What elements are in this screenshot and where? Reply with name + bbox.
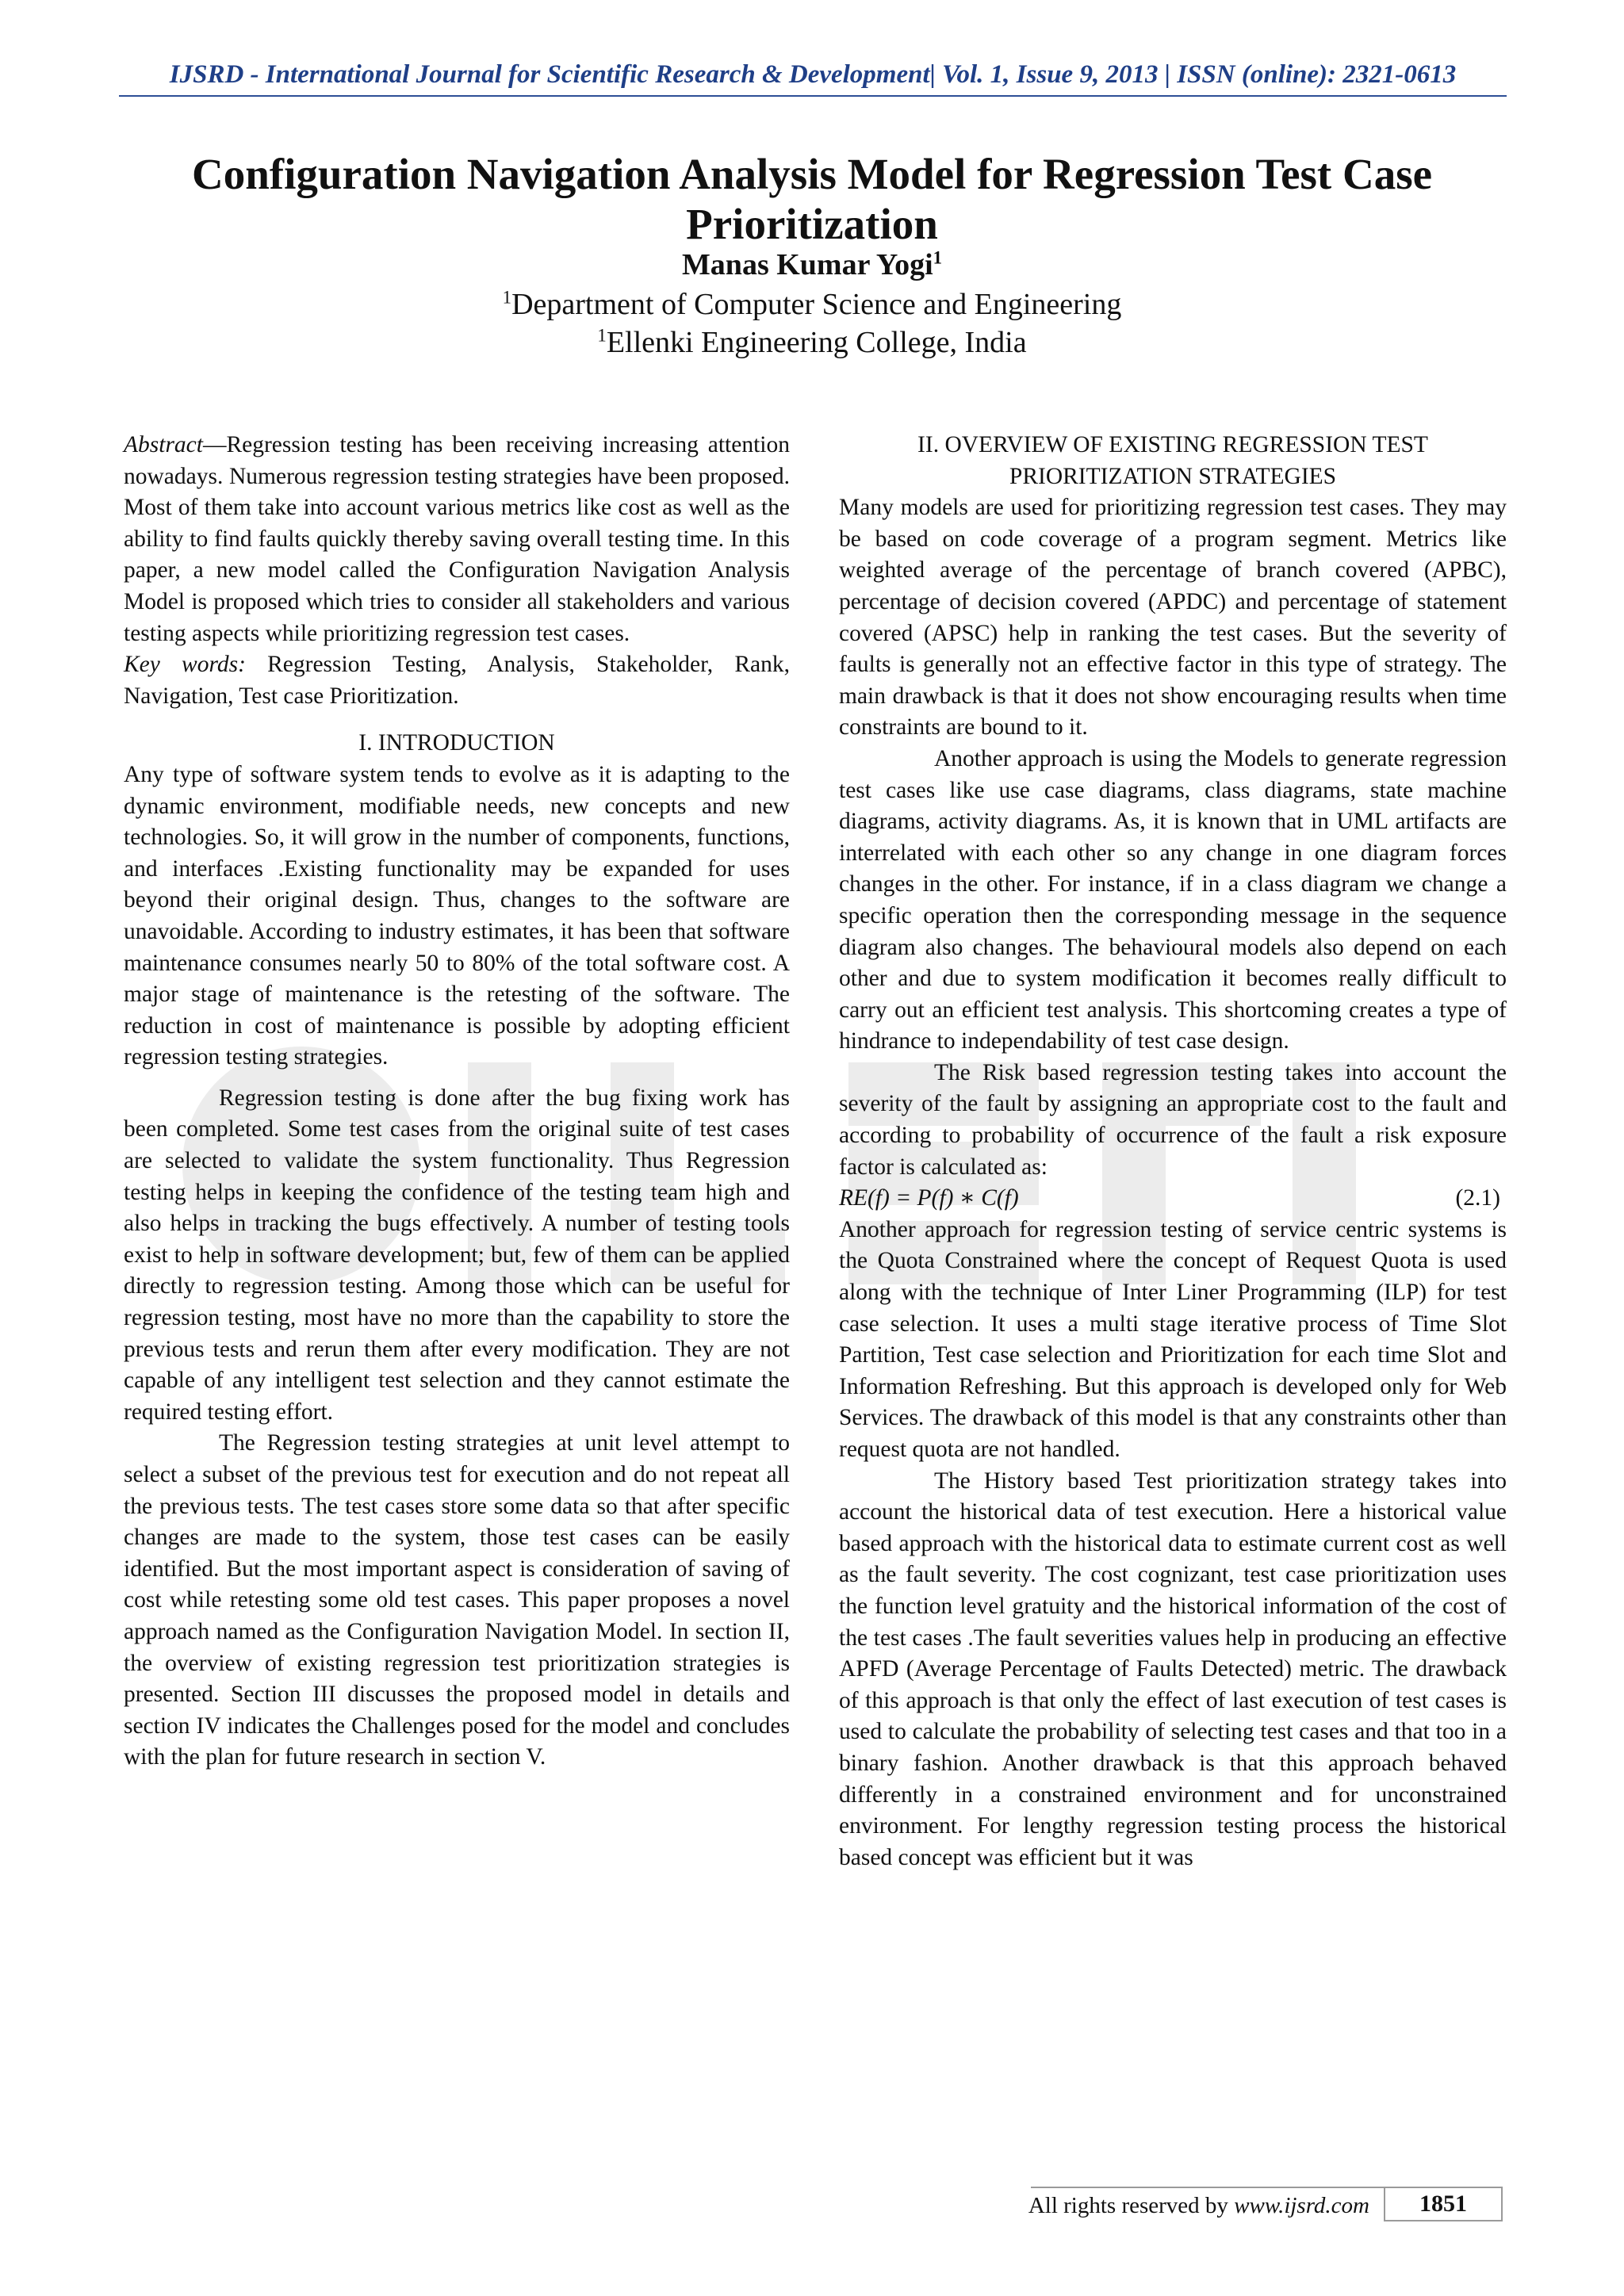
overview-paragraph-3: The Risk based regression testing takes into account the severity of the fault by assigning an appropriate cost to the fault and according to probability of occurrence of the fault a risk exposure factor is calculated as:	[839, 1059, 1507, 1180]
equation-2-1	[839, 1183, 1507, 1215]
page-number: 1851	[1384, 2187, 1503, 2221]
author-superscript: 1	[933, 247, 943, 268]
intro-paragraph-3: The Regression testing strategies at unit level attempt to select a subset of the previous test for execution and do not repeat all the previous tests. The test cases store some data so that after specific changes are made to the system, those test cases can be easily identified. But the most important aspect is consideration of saving of cost while retesting some old test cases. This paper proposes a novel approach named as the Configuration Navigation Model. In section II, the overview of existing regression test prioritization strategies is presented. Section III discusses the proposed model in details and section IV indicates the Challenges posed for the model and concludes with the plan for future research in section V.	[124, 1430, 790, 1770]
author-name-text: Manas Kumar Yogi	[681, 248, 933, 281]
keywords	[124, 649, 790, 712]
spacer	[124, 712, 790, 728]
author-name	[95, 247, 1529, 282]
affiliation-college	[95, 325, 1529, 360]
paper-title: Configuration Navigation Analysis Model for Regression Test Case Prioritization	[191, 150, 1433, 248]
affiliation-superscript: 1	[597, 325, 607, 346]
affiliation-department-text: Department of Computer Science and Engineering	[511, 288, 1122, 321]
overview-paragraph-2: Another approach is using the Models to generate regression test cases like use case diagrams, class diagrams, state machine diagrams, activity diagrams. As, it is known that in UML artifacts are interrelated with each other so any change in one diagram forces changes in the other. For instance, if in a class diagram we change a specific operation then the corresponding message in the sequence diagram also changes. The behavioural models also depend on each other and due to system modification it becomes really difficult to carry out an efficient test analysis. This shortcoming creates a type of hindrance to independability of test case design.	[839, 745, 1507, 1054]
section-heading-overview-line-2: PRIORITIZATION STRATEGIES	[1009, 463, 1337, 489]
keywords-label: Key words:	[124, 652, 246, 678]
journal-header: IJSRD - International Journal for Scientific Research & Development| Vol. 1, Issue 9, 2013 | ISSN (online): 2321-0613	[169, 60, 1457, 89]
intro-paragraph-1: Any type of software system tends to evolve as it is adapting to the dynamic environment, modifiable needs, new concepts and new technologies. So, it will grow in the number of components, functions, and interfaces .Existing functionality may be expanded for uses beyond their original design. Thus, changes to the software are unavoidable. According to industry estimates, it has been that software maintenance consumes nearly 50 to 80% of the total software cost. A major stage of maintenance is the retesting of the software. The reduction in cost of maintenance is possible by adopting efficient regression testing strategies.	[124, 761, 790, 1070]
footer-rights-text: All rights reserved by	[1028, 2193, 1235, 2218]
overview-paragraph-1: Many models are used for prioritizing regression test cases. They may be based on code coverage of a program segment. Metrics like weighted average of the percentage of branch covered (APBC), percentage of decision covered (APDC) and percentage of statement covered (APSC) help in ranking the test cases. But the severity of faults is generally not an effective factor in this type of strategy. The main drawback is that it does not show encouraging results when time constraints are bound to it.	[839, 495, 1507, 740]
affiliation-department	[95, 287, 1529, 322]
affiliation-superscript: 1	[502, 287, 512, 308]
overview-paragraph-5: The History based Test prioritization strategy takes into account the historical data of test execution. Here a historical value based approach with the historical data to estimate current cost as well as the fault severity. The cost cognizant, test case prioritization uses the function level gratuity and the historical information of the cost of the test cases .The fault severities values help in producing an effective APFD (Average Percentage of Faults Detected) metric. The drawback of this approach is that only the effect of last execution of test cases is used to calculate the probability of selecting test cases and that too in a binary fashion. Another drawback is that this approach behaved differently in a constrained environment and for unconstrained environment. For lengthy regression testing process the historical based concept was efficient but it was	[839, 1468, 1507, 1870]
section-heading-overview-line-1: II. OVERVIEW OF EXISTING REGRESSION TEST	[917, 432, 1428, 457]
right-column	[839, 430, 1507, 1873]
equation-formula: RE(f) = P(f) ∗ C(f)	[839, 1185, 1019, 1211]
left-column	[124, 430, 790, 1774]
page-footer	[1028, 2187, 1503, 2221]
footer-website-link[interactable]: www.ijsrd.com	[1234, 2193, 1369, 2218]
spacer	[124, 1073, 790, 1083]
abstract	[124, 430, 790, 649]
section-heading-introduction: I. INTRODUCTION	[358, 730, 555, 756]
intro-paragraph-2: Regression testing is done after the bug fixing work has been completed. Some test cases from the original suite of test cases are selected to validate the system functionality. Thus Regression testing helps in keeping the confidence of the testing team high and also helps in tracking the bugs effectively. A number of testing tools exist to help in software development; but, few of them can be applied directly to regression testing. Among those which can be useful for regression testing, most have no more than the capability to store the previous tests and rerun them after every modification. They are not capable of any intelligent test selection and they cannot estimate the required testing effort.	[124, 1085, 790, 1425]
equation-number: (2.1)	[1455, 1185, 1500, 1211]
overview-paragraph-4: Another approach for regression testing of service centric systems is the Quota Constrained where the concept of Request Quota is used along with the technique of Inter Liner Programming (ILP) for test case selection. It uses a multi stage iterative process of Time Slot Partition, Test case selection and Prioritization for each time Slot and Information Refreshing. But this approach is developed only for Web Services. The drawback of this model is that any constraints other than request quota are not handled.	[839, 1216, 1507, 1462]
abstract-label: Abstract	[124, 432, 203, 457]
keywords-text: Regression Testing, Analysis, Stakeholder, Rank, Navigation, Test case Prioritization.	[124, 652, 790, 709]
header-rule	[119, 95, 1507, 97]
footer-rights	[1028, 2193, 1369, 2219]
affiliation-college-text: Ellenki Engineering College, India	[606, 326, 1027, 359]
abstract-text: —Regression testing has been receiving increasing attention nowadays. Numerous regression testing strategies have been proposed. Most of them take into account various metrics like cost as well as the ability to find faults quickly thereby saving overall testing time. In this paper, a new model called the Configuration Navigation Analysis Model is proposed which tries to consider all stakeholders and various testing aspects while prioritizing regression test cases.	[124, 432, 790, 646]
